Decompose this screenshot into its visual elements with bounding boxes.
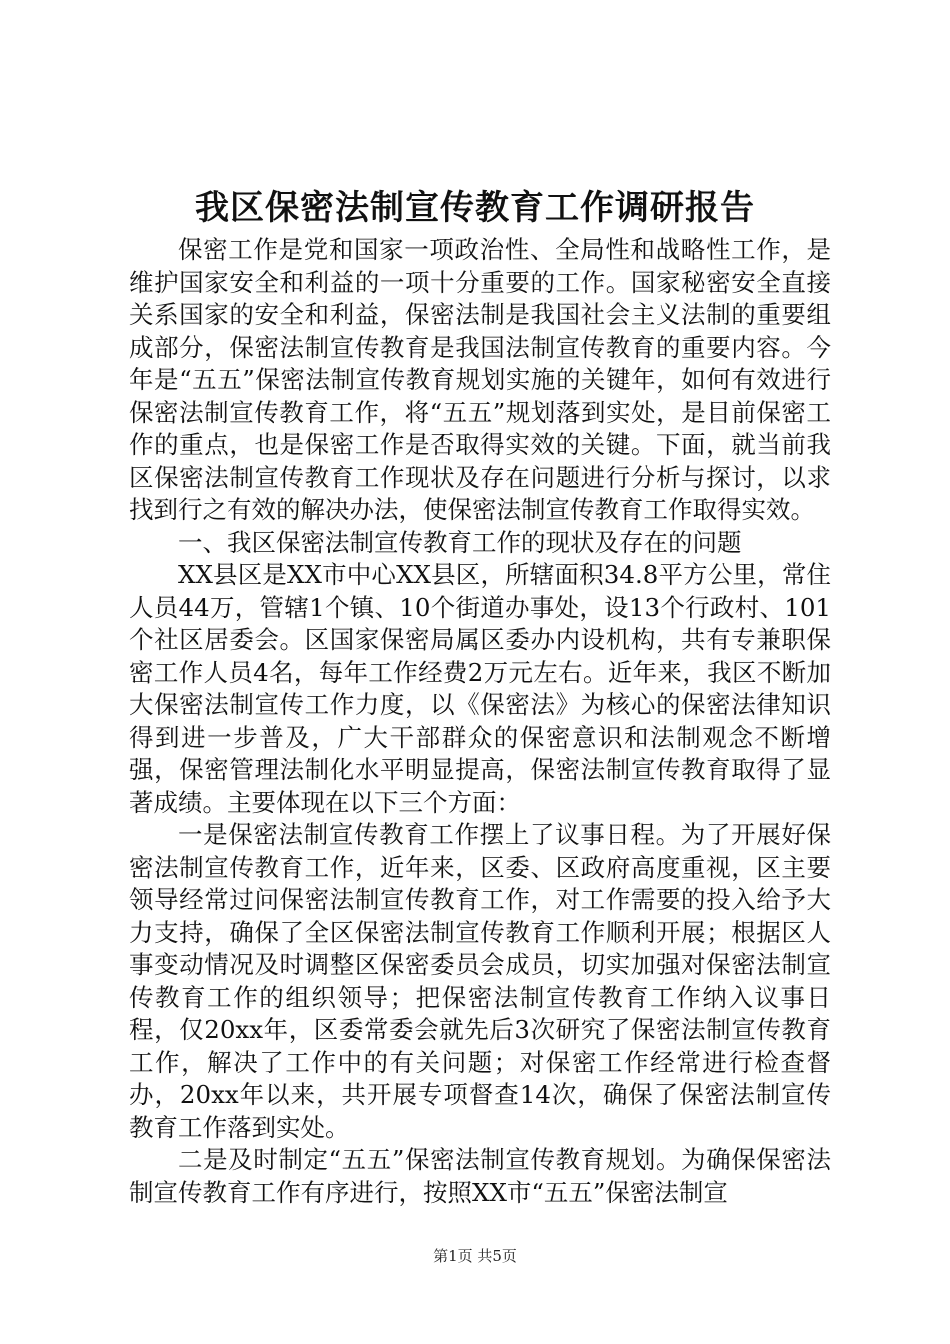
document-title: 我区保密法制宣传教育工作调研报告 (195, 188, 755, 228)
section-heading-1: 一、我区保密法制宣传教育工作的现状及存在的问题 (178, 527, 742, 557)
paragraph-point-1: 一是保密法制宣传教育工作摆上了议事日程。为了开展好保密法制宣传教育工作，近年来，区委、区政府高度重视，区主要领导经常过问保密法制宣传教育工作，对工作需要的投入给予大力支持，确保了全区保密法制宣传教育工作顺利开展；根据区人事变动情况及时调整区保密委员会成员，切实加强对保密法制宣传教育工作的组织领导；把保密法制宣传教育工作纳入议事日程，仅20xx年，区委常委会就先后3次研究了保密法制宣传教育工作，解决了工作中的有关问题；对保密工作经常进行检查督办，20xx年以来，共开展专项督查14次，确保了保密法制宣传教育工作落到实处。 (129, 820, 831, 1142)
paragraph-point-2: 二是及时制定“五五”保密法制宣传教育规划。为确保保密法制宣传教育工作有序进行，按照XX市“五五”保密法制宣 (129, 1145, 831, 1207)
page-number-footer: 第1页 共5页 (433, 1247, 517, 1265)
paragraph-overview: XX县区是XX市中心XX县区，所辖面积34.8平方公里，常住人员44万，管辖1个镇、10个街道办事处，设13个行政村、101个社区居委会。区国家保密局属区委办内设机构，共有专兼职保密工作人员4名，每年工作经费2万元左右。近年来，我区不断加大保密法制宣传工作力度，以《保密法》为核心的保密法律知识得到进一步普及，广大干部群众的保密意识和法制观念不断增强，保密管理法制化水平明显提高，保密法制宣传教育取得了显著成绩。主要体现在以下三个方面： (129, 560, 831, 817)
document-body (129, 234, 831, 1209)
paragraph-intro: 保密工作是党和国家一项政治性、全局性和战略性工作，是维护国家安全和利益的一项十分重要的工作。国家秘密安全直接关系国家的安全和利益，保密法制是我国社会主义法制的重要组成部分，保密法制宣传教育是我国法制宣传教育的重要内容。今年是“五五”保密法制宣传教育规划实施的关键年，如何有效进行保密法制宣传教育工作，将“五五”规划落到实处，是目前保密工作的重点，也是保密工作是否取得实效的关键。下面，就当前我区保密法制宣传教育工作现状及存在问题进行分析与探讨，以求找到行之有效的解决办法，使保密法制宣传教育工作取得实效。 (129, 235, 831, 524)
